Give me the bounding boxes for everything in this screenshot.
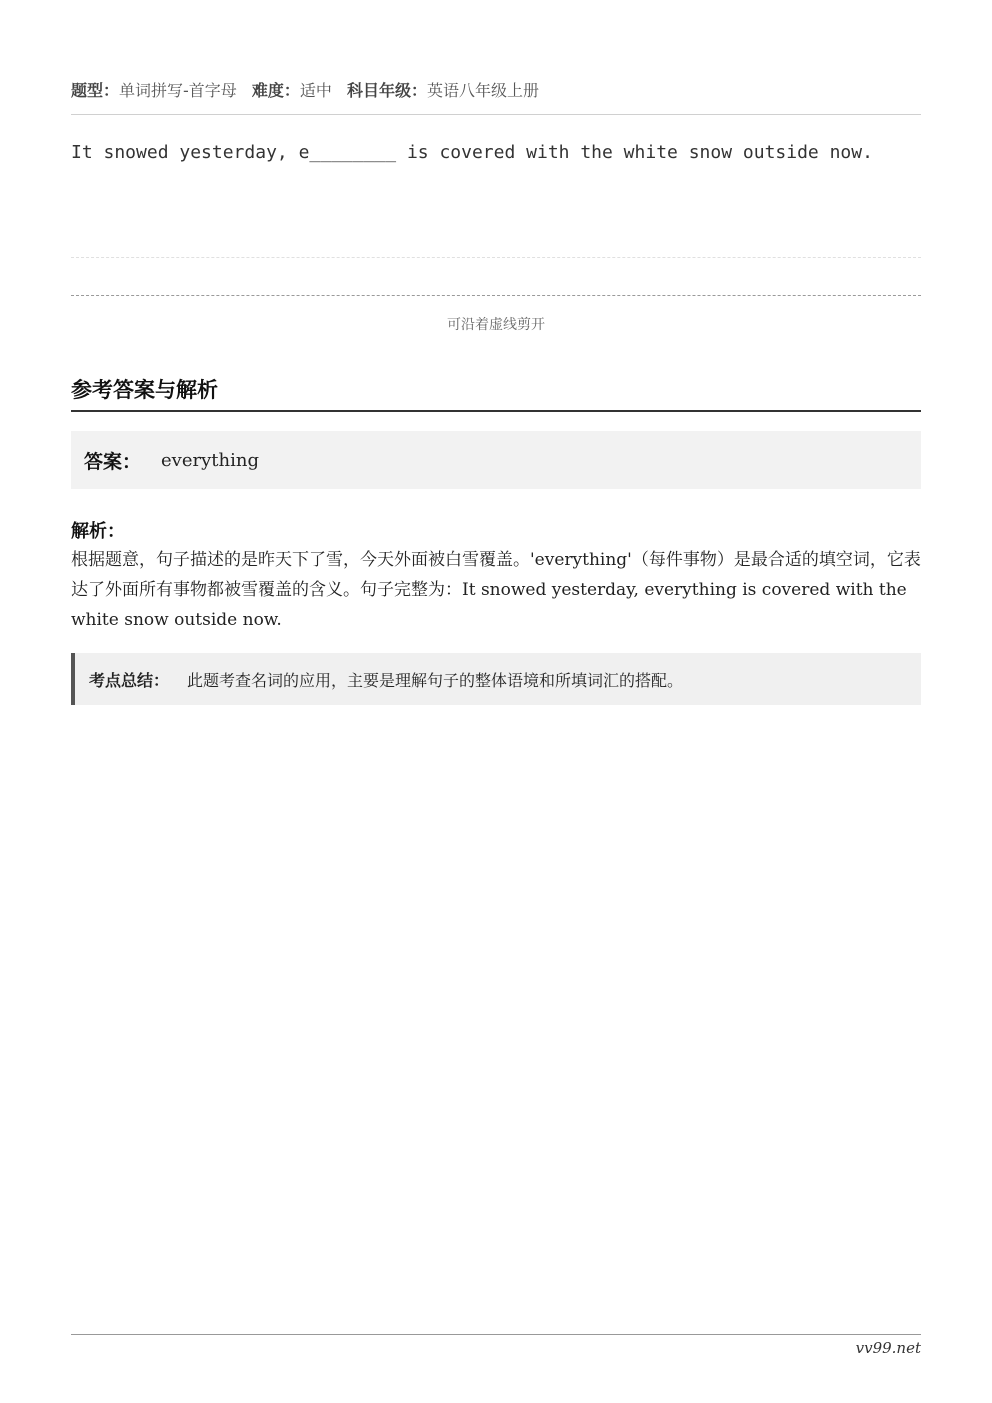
- summary-label: 考点总结：: [89, 670, 170, 690]
- cut-note: 可沿着虚线剪开: [447, 317, 545, 333]
- answer-label: 答案：: [84, 450, 142, 473]
- subject-label: 科目年级：: [347, 81, 428, 100]
- analysis-text: 根据题意，句子描述的是昨天下了雪，今天外面被白雪覆盖。'everything'（每件事物）是最合适的填空词，它表达了外面所有事物都被雪覆盖的含义。句子完整为：It snowed yesterday, everything is covered with the white snow outside now.: [71, 550, 921, 630]
- summary-text: 此题考查名词的应用，主要是理解句子的整体语境和所填词汇的搭配。: [187, 670, 684, 690]
- header-divider: [71, 114, 921, 115]
- answer-section-title: 参考答案与解析: [71, 378, 218, 402]
- summary-box: [71, 653, 921, 705]
- difficulty-value: 适中: [299, 81, 332, 100]
- subject-value: 英语八年级上册: [427, 81, 540, 100]
- footer-site: vv99.net: [855, 1339, 921, 1357]
- type-value: 单词拼写-首字母: [119, 81, 237, 100]
- type-label: 题型：: [71, 81, 120, 100]
- answer-value: everything: [161, 449, 259, 471]
- section-divider: [71, 410, 921, 412]
- footer-divider: [71, 1334, 921, 1335]
- analysis-label: 解析：: [71, 521, 125, 542]
- answer-line-dashed: [71, 257, 921, 258]
- cut-line-dashed: [71, 295, 921, 296]
- question-meta: [71, 78, 921, 101]
- question-text: It snowed yesterday, e________ is covered with the white snow outside now.: [71, 142, 873, 163]
- answer-box: [71, 431, 921, 489]
- difficulty-label: 难度：: [251, 81, 300, 100]
